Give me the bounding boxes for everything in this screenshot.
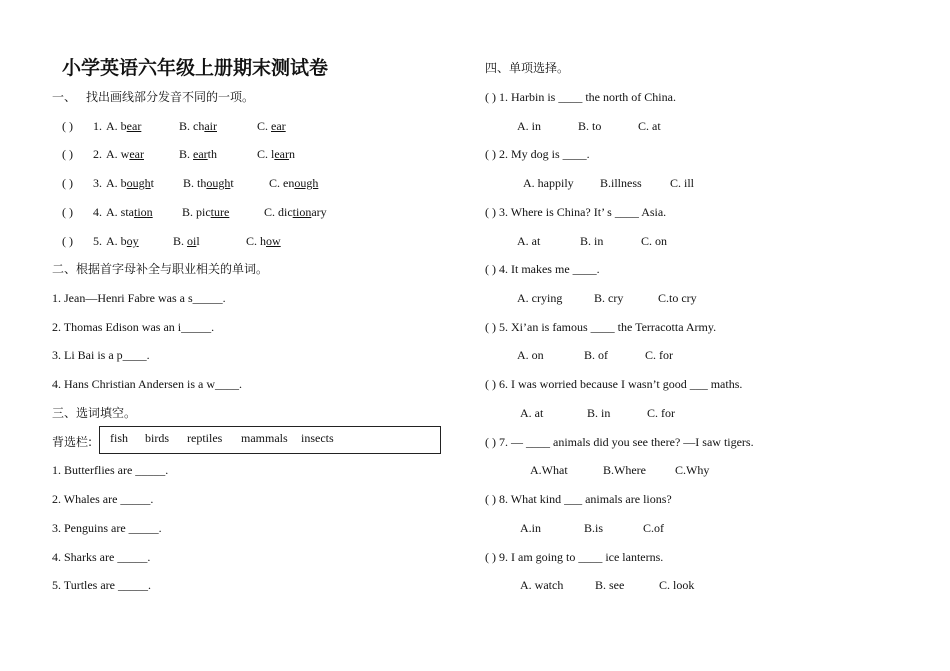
s1-q4-option-c: C. dictionary xyxy=(264,205,327,219)
word-box-label: 背选栏: xyxy=(52,435,93,449)
s2-item-1: 1. Jean—Henri Fabre was a s_____. xyxy=(52,291,226,305)
page-title: 小学英语六年级上册期末测试卷 xyxy=(62,57,329,79)
s1-q2-option-b: B. earth xyxy=(179,147,218,161)
s4-q4-option-b: B. cry xyxy=(594,291,624,305)
s1-q5-option-c: C. how xyxy=(246,234,281,248)
s3-item-5: 5. Turtles are _____. xyxy=(52,578,151,592)
word-box xyxy=(99,426,441,454)
s4-q1-option-a: A. in xyxy=(517,119,541,133)
s4-q3-option-a: A. at xyxy=(517,234,541,248)
s4-q5-option-c: C. for xyxy=(645,348,673,362)
s4-q2-option-b: B.illness xyxy=(600,176,642,190)
s1-q2-option-a: A. wear xyxy=(106,147,144,161)
s4-q3: ( ) 3. Where is China? It’ s ____ Asia. xyxy=(485,205,667,219)
s4-q9: ( ) 9. I am going to ____ ice lanterns. xyxy=(485,550,664,564)
s4-q6: ( ) 6. I was worried because I wasn’t good ___ maths. xyxy=(485,377,743,391)
word-reptiles: reptiles xyxy=(187,431,223,445)
s4-q8-option-a: A.in xyxy=(520,521,541,535)
s3-item-4: 4. Sharks are _____. xyxy=(52,550,151,564)
s1-q1-num: 1. xyxy=(93,119,102,133)
s4-q3-option-c: C. on xyxy=(641,234,668,248)
s4-q3-option-b: B. in xyxy=(580,234,604,248)
s1-q3-num: 3. xyxy=(93,176,102,190)
s1-q4-paren: ( ) xyxy=(62,205,73,219)
s1-q3-option-b: B. thought xyxy=(183,176,234,190)
s4-q4-option-c: C.to cry xyxy=(658,291,697,305)
s1-q2-paren: ( ) xyxy=(62,147,73,161)
s4-q9-option-b: B. see xyxy=(595,578,625,592)
s4-q2-option-a: A. happily xyxy=(523,176,574,190)
s3-item-3: 3. Penguins are _____. xyxy=(52,521,162,535)
s1-q4-num: 4. xyxy=(93,205,102,219)
word-birds: birds xyxy=(145,431,169,445)
s4-q4-option-a: A. crying xyxy=(517,291,563,305)
s1-q1-paren: ( ) xyxy=(62,119,73,133)
s1-q1-option-c: C. ear xyxy=(257,119,286,133)
s4-q8-option-c: C.of xyxy=(643,521,664,535)
s4-q7-option-b: B.Where xyxy=(603,463,646,477)
s4-q1: ( ) 1. Harbin is ____ the north of China. xyxy=(485,90,676,104)
word-fish: fish xyxy=(110,431,128,445)
s4-q1-option-b: B. to xyxy=(578,119,602,133)
word-insects: insects xyxy=(301,431,334,445)
s1-q4-option-b: B. picture xyxy=(182,205,230,219)
s4-q5-option-a: A. on xyxy=(517,348,544,362)
s4-q1-option-c: C. at xyxy=(638,119,661,133)
s4-q6-option-c: C. for xyxy=(647,406,675,420)
s4-q5: ( ) 5. Xi’an is famous ____ the Terracotta Army. xyxy=(485,320,717,334)
s1-q2-num: 2. xyxy=(93,147,102,161)
s3-item-2: 2. Whales are _____. xyxy=(52,492,154,506)
section4-heading: 四、单项选择。 xyxy=(485,61,570,75)
section1-number: 一、 xyxy=(52,90,77,104)
s1-q1-option-b: B. chair xyxy=(179,119,217,133)
s1-q4-option-a: A. station xyxy=(106,205,153,219)
s4-q2-option-c: C. ill xyxy=(670,176,695,190)
s1-q5-option-a: A. boy xyxy=(106,234,139,248)
s4-q8: ( ) 8. What kind ___ animals are lions? xyxy=(485,492,672,506)
s1-q3-option-c: C. enough xyxy=(269,176,319,190)
s4-q8-option-b: B.is xyxy=(584,521,604,535)
s1-q5-option-b: B. oil xyxy=(173,234,200,248)
s4-q6-option-a: A. at xyxy=(520,406,544,420)
section1-heading: 找出画线部分发音不同的一项。 xyxy=(86,90,255,104)
s1-q2-option-c: C. learn xyxy=(257,147,295,161)
section3-heading: 三、选词填空。 xyxy=(52,406,137,420)
s1-q3-option-a: A. bought xyxy=(106,176,155,190)
s1-q5-paren: ( ) xyxy=(62,234,73,248)
s4-q6-option-b: B. in xyxy=(587,406,611,420)
s4-q9-option-c: C. look xyxy=(659,578,695,592)
s4-q9-option-a: A. watch xyxy=(520,578,564,592)
s2-item-2: 2. Thomas Edison was an i_____. xyxy=(52,320,215,334)
s4-q5-option-b: B. of xyxy=(584,348,608,362)
section2-heading: 二、根据首字母补全与职业相关的单词。 xyxy=(52,262,269,276)
s4-q7: ( ) 7. — ____ animals did you see there? —I saw tigers. xyxy=(485,435,754,449)
s1-q1-option-a: A. bear xyxy=(106,119,142,133)
s4-q2: ( ) 2. My dog is ____. xyxy=(485,147,590,161)
s4-q7-option-a: A.What xyxy=(530,463,568,477)
s4-q4: ( ) 4. It makes me ____. xyxy=(485,262,600,276)
s1-q5-num: 5. xyxy=(93,234,102,248)
s1-q3-paren: ( ) xyxy=(62,176,73,190)
s3-item-1: 1. Butterflies are _____. xyxy=(52,463,169,477)
s2-item-4: 4. Hans Christian Andersen is a w____. xyxy=(52,377,242,391)
s2-item-3: 3. Li Bai is a p____. xyxy=(52,348,150,362)
word-mammals: mammals xyxy=(241,431,288,445)
s4-q7-option-c: C.Why xyxy=(675,463,710,477)
